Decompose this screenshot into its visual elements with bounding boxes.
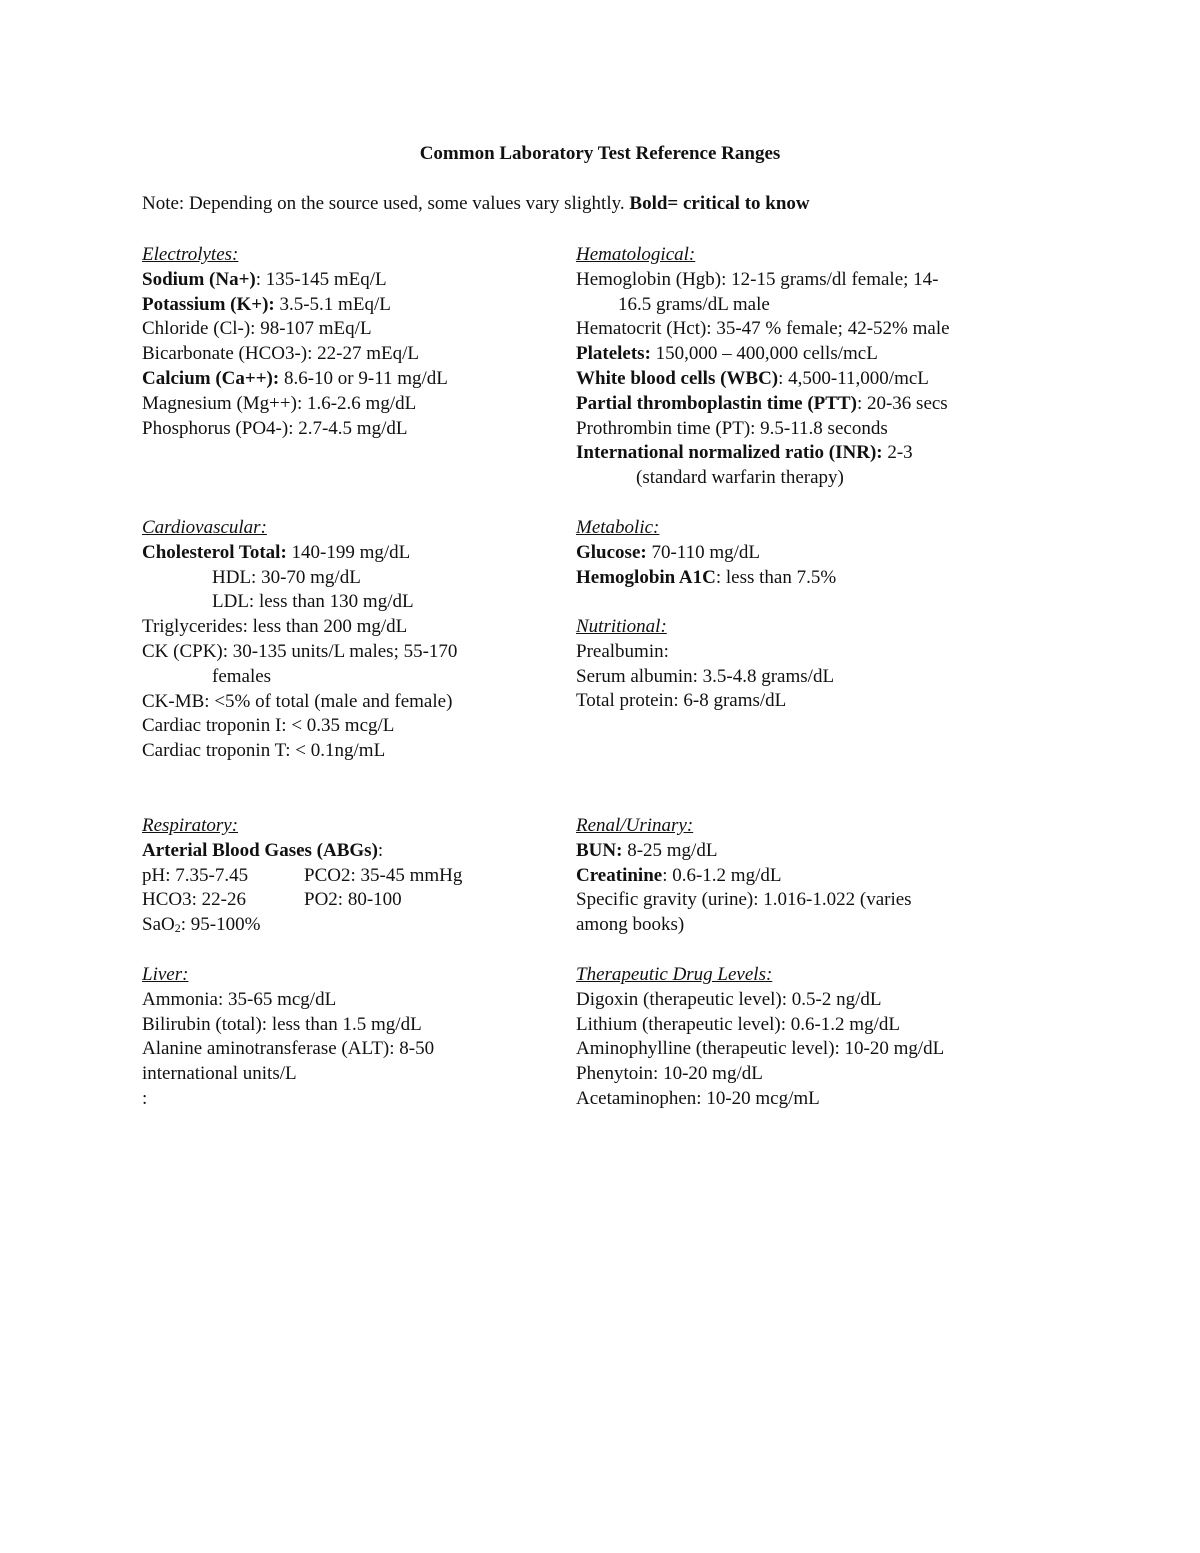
list-item: CK-MB: <5% of total (male and female) xyxy=(142,690,453,712)
electrolytes-section xyxy=(142,243,542,441)
section-heading: Hematological: xyxy=(576,244,696,265)
metabolic-section xyxy=(576,516,1016,590)
abg-row: pH: 7.35-7.45 PCO2: 35-45 mmHg xyxy=(142,864,463,886)
list-item: Arterial Blood Gases (ABGs): xyxy=(142,839,384,861)
abg-row: HCO3: 22-26 PO2: 80-100 xyxy=(142,889,402,911)
list-item: Hematocrit (Hct): 35-47 % female; 42-52% male xyxy=(576,318,950,340)
list-item: Partial thromboplastin time (PTT): 20-36 secs xyxy=(576,392,948,414)
list-item: Phosphorus (PO4-): 2.7-4.5 mg/dL xyxy=(142,417,408,439)
list-item: Aminophylline (therapeutic level): 10-20 mg/dL xyxy=(576,1038,945,1060)
section-heading: Therapeutic Drug Levels: xyxy=(576,964,773,985)
hematological-section xyxy=(576,243,1016,491)
list-item: Triglycerides: less than 200 mg/dL xyxy=(142,616,408,638)
list-item: LDL: less than 130 mg/dL xyxy=(212,591,414,613)
list-item: Total protein: 6-8 grams/dL xyxy=(576,690,787,712)
section-heading: Cardiovascular: xyxy=(142,517,267,538)
list-item: BUN: 8-25 mg/dL xyxy=(576,839,718,861)
list-item: SaO$_2$: 95-100% xyxy=(142,914,261,936)
list-item: Hemoglobin (Hgb): 12-15 grams/dl female; 14- xyxy=(576,268,939,290)
note-text: Note: Depending on the source used, some values vary slightly. xyxy=(142,193,625,214)
drug-levels-section xyxy=(576,963,1016,1112)
section-heading: Respiratory: xyxy=(142,815,239,836)
section-heading: Liver: xyxy=(142,964,189,985)
nutritional-section xyxy=(576,615,1016,714)
list-item: Digoxin (therapeutic level): 0.5-2 ng/dL xyxy=(576,988,882,1010)
list-item: Cholesterol Total: 140-199 mg/dL xyxy=(142,541,411,563)
list-item: Bilirubin (total): less than 1.5 mg/dL xyxy=(142,1013,422,1035)
list-item: Glucose: 70-110 mg/dL xyxy=(576,541,761,563)
section-heading: Electrolytes: xyxy=(142,244,239,265)
list-item: Chloride (Cl-): 98-107 mEq/L xyxy=(142,318,372,340)
list-item: Prothrombin time (PT): 9.5-11.8 seconds xyxy=(576,417,888,439)
list-item: Lithium (therapeutic level): 0.6-1.2 mg/dL xyxy=(576,1013,900,1035)
liver-section xyxy=(142,963,542,1112)
list-item: Calcium (Ca++): 8.6-10 or 9-11 mg/dL xyxy=(142,367,448,389)
list-item-continued: 16.5 grams/dL male xyxy=(618,293,770,315)
list-item: Serum albumin: 3.5-4.8 grams/dL xyxy=(576,665,835,687)
cardiovascular-section xyxy=(142,516,542,764)
list-item: Cardiac troponin I: < 0.35 mcg/L xyxy=(142,715,395,737)
list-item: Potassium (K+): 3.5-5.1 mEq/L xyxy=(142,293,391,315)
stray-colon: : xyxy=(142,1087,148,1109)
section-heading: Metabolic: xyxy=(576,517,660,538)
list-item-continued: among books) xyxy=(576,914,685,936)
list-item: Ammonia: 35-65 mcg/dL xyxy=(142,988,337,1010)
list-item: Specific gravity (urine): 1.016-1.022 (varies xyxy=(576,889,912,911)
page-title: Common Laboratory Test Reference Ranges xyxy=(419,143,781,164)
list-item: Acetaminophen: 10-20 mcg/mL xyxy=(576,1087,820,1109)
list-item: Platelets: 150,000 – 400,000 cells/mcL xyxy=(576,343,878,365)
respiratory-section xyxy=(142,814,542,938)
list-item: Phenytoin: 10-20 mg/dL xyxy=(576,1063,763,1085)
renal-section xyxy=(576,814,1016,938)
list-item: Bicarbonate (HCO3-): 22-27 mEq/L xyxy=(142,343,420,365)
list-item: Magnesium (Mg++): 1.6-2.6 mg/dL xyxy=(142,392,417,414)
list-item: HDL: 30-70 mg/dL xyxy=(212,566,361,588)
list-item-continued: females xyxy=(212,665,272,687)
list-item: Prealbumin: xyxy=(576,640,669,662)
list-item: CK (CPK): 30-135 units/L males; 55-170 xyxy=(142,640,458,662)
section-heading: Renal/Urinary: xyxy=(576,815,694,836)
list-item: Creatinine: 0.6-1.2 mg/dL xyxy=(576,864,782,886)
list-item: White blood cells (WBC): 4,500-11,000/mcL xyxy=(576,367,929,389)
list-item: Hemoglobin A1C: less than 7.5% xyxy=(576,566,837,588)
list-item-continued: international units/L xyxy=(142,1063,297,1085)
note-bold: Bold= critical to know xyxy=(629,193,810,214)
list-item: Cardiac troponin T: < 0.1ng/mL xyxy=(142,740,386,762)
section-heading: Nutritional: xyxy=(576,616,667,637)
list-item-continued: (standard warfarin therapy) xyxy=(636,467,844,489)
list-item: Sodium (Na+): 135-145 mEq/L xyxy=(142,268,387,290)
list-item: Alanine aminotransferase (ALT): 8-50 xyxy=(142,1038,435,1060)
note-line xyxy=(142,193,810,215)
list-item: International normalized ratio (INR): 2-3 xyxy=(576,442,913,464)
